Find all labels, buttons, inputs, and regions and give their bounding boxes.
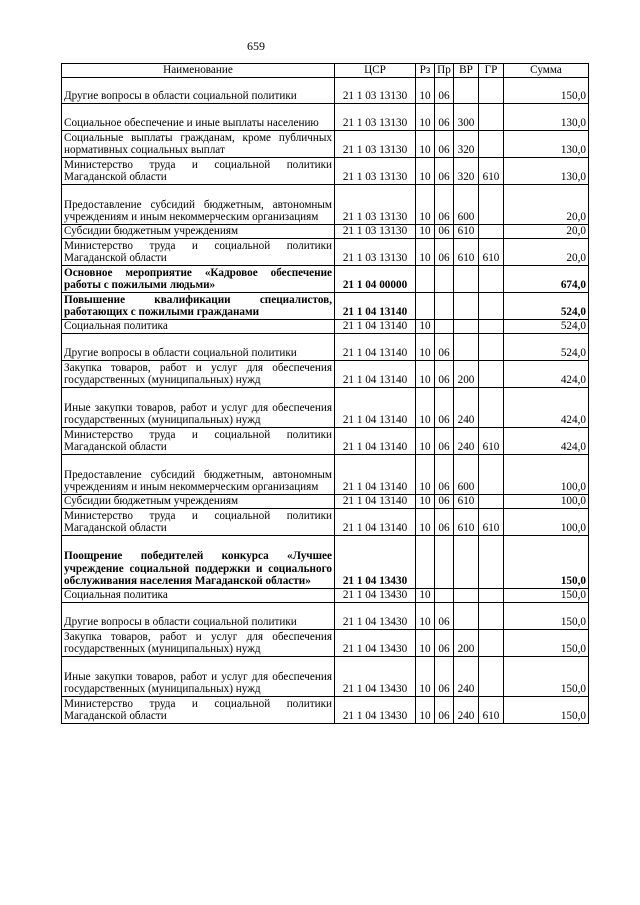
row-csr-cell: 21 1 04 13140 [335, 428, 416, 455]
row-rz-cell: 10 [416, 361, 435, 388]
row-rz-cell: 10 [416, 603, 435, 630]
row-sum-cell: 150,0 [504, 603, 589, 630]
row-rz-cell: 10 [416, 388, 435, 428]
row-sum-cell: 130,0 [504, 158, 589, 185]
row-sum-cell: 100,0 [504, 455, 589, 495]
row-sum-cell: 100,0 [504, 495, 589, 509]
row-pr-cell [435, 536, 454, 589]
row-rz-cell: 10 [416, 630, 435, 657]
row-csr-cell: 21 1 04 00000 [335, 266, 416, 293]
row-pr-cell: 06 [435, 657, 454, 697]
row-gr-cell [479, 657, 504, 697]
row-gr-cell [479, 320, 504, 334]
row-gr-cell: 610 [479, 428, 504, 455]
row-sum-cell: 20,0 [504, 225, 589, 239]
row-gr-cell [479, 225, 504, 239]
column-header-sum: Сумма [504, 64, 589, 78]
row-gr-cell [479, 455, 504, 495]
row-sum-cell: 524,0 [504, 293, 589, 320]
row-gr-cell [479, 495, 504, 509]
row-name-cell: Повышение квалификации специалистов, работающих с пожилыми гражданами [62, 293, 335, 320]
row-sum-cell: 524,0 [504, 334, 589, 361]
row-csr-cell: 21 1 04 13140 [335, 320, 416, 334]
row-sum-cell: 130,0 [504, 131, 589, 158]
row-csr-cell: 21 1 04 13140 [335, 455, 416, 495]
row-vr-cell: 240 [454, 388, 479, 428]
row-sum-cell: 150,0 [504, 657, 589, 697]
row-pr-cell: 06 [435, 239, 454, 266]
row-name-cell: Основное мероприятие «Кадровое обеспечение работы с пожилыми людьми» [62, 266, 335, 293]
row-name-cell: Субсидии бюджетным учреждениям [62, 225, 335, 239]
row-name-cell: Министерство труда и социальной политики Магаданской области [62, 239, 335, 266]
row-vr-cell: 240 [454, 697, 479, 724]
row-gr-cell [479, 603, 504, 630]
row-sum-cell: 150,0 [504, 589, 589, 603]
row-csr-cell: 21 1 03 13130 [335, 158, 416, 185]
row-rz-cell: 10 [416, 104, 435, 131]
row-sum-cell: 424,0 [504, 428, 589, 455]
column-header-pr: Пр [435, 64, 454, 78]
table-row [62, 78, 589, 104]
row-pr-cell: 06 [435, 697, 454, 724]
row-vr-cell: 320 [454, 158, 479, 185]
row-vr-cell [454, 293, 479, 320]
row-gr-cell [479, 293, 504, 320]
row-vr-cell [454, 589, 479, 603]
row-rz-cell: 10 [416, 697, 435, 724]
row-sum-cell: 100,0 [504, 509, 589, 536]
row-pr-cell [435, 589, 454, 603]
row-vr-cell [454, 266, 479, 293]
row-pr-cell: 06 [435, 495, 454, 509]
row-vr-cell [454, 334, 479, 361]
row-pr-cell: 06 [435, 185, 454, 225]
row-name-cell: Иные закупки товаров, работ и услуг для обеспечения государственных (муниципальных) нужд [62, 388, 335, 428]
row-pr-cell: 06 [435, 509, 454, 536]
row-vr-cell: 600 [454, 185, 479, 225]
table-row [62, 455, 589, 495]
row-vr-cell: 610 [454, 509, 479, 536]
table-row [62, 185, 589, 225]
row-name-cell: Министерство труда и социальной политики Магаданской области [62, 428, 335, 455]
row-csr-cell: 21 1 04 13140 [335, 361, 416, 388]
table-row [62, 589, 589, 603]
column-header-name: Наименование [62, 64, 335, 78]
row-rz-cell: 10 [416, 78, 435, 104]
row-vr-cell: 610 [454, 225, 479, 239]
row-csr-cell: 21 1 04 13140 [335, 293, 416, 320]
column-header-gr: ГР [479, 64, 504, 78]
row-name-cell: Социальные выплаты гражданам, кроме публичных нормативных социальных выплат [62, 131, 335, 158]
table-row [62, 334, 589, 361]
row-vr-cell: 610 [454, 495, 479, 509]
column-header-vr: ВР [454, 64, 479, 78]
row-gr-cell [479, 536, 504, 589]
row-gr-cell [479, 266, 504, 293]
row-csr-cell: 21 1 04 13140 [335, 334, 416, 361]
row-pr-cell: 06 [435, 455, 454, 495]
row-gr-cell: 610 [479, 158, 504, 185]
row-rz-cell: 10 [416, 657, 435, 697]
table-row [62, 158, 589, 185]
row-vr-cell: 200 [454, 361, 479, 388]
row-csr-cell: 21 1 04 13140 [335, 509, 416, 536]
row-vr-cell: 240 [454, 657, 479, 697]
table-row [62, 225, 589, 239]
row-sum-cell: 524,0 [504, 320, 589, 334]
table-row [62, 239, 589, 266]
table-row [62, 697, 589, 724]
row-gr-cell: 610 [479, 239, 504, 266]
table-body [62, 78, 589, 724]
row-csr-cell: 21 1 03 13130 [335, 78, 416, 104]
row-pr-cell: 06 [435, 388, 454, 428]
row-gr-cell [479, 388, 504, 428]
row-name-cell: Другие вопросы в области социальной политики [62, 603, 335, 630]
row-name-cell: Иные закупки товаров, работ и услуг для обеспечения государственных (муниципальных) нужд [62, 657, 335, 697]
row-sum-cell: 150,0 [504, 630, 589, 657]
table-row [62, 509, 589, 536]
table-row [62, 630, 589, 657]
row-rz-cell: 10 [416, 239, 435, 266]
row-rz-cell: 10 [416, 428, 435, 455]
table-row [62, 603, 589, 630]
row-name-cell: Социальное обеспечение и иные выплаты населению [62, 104, 335, 131]
row-rz-cell: 10 [416, 131, 435, 158]
row-vr-cell: 240 [454, 428, 479, 455]
table-row [62, 495, 589, 509]
row-csr-cell: 21 1 04 13430 [335, 657, 416, 697]
row-gr-cell [479, 185, 504, 225]
row-csr-cell: 21 1 04 13430 [335, 630, 416, 657]
row-pr-cell: 06 [435, 78, 454, 104]
budget-table [61, 63, 589, 724]
row-name-cell: Закупка товаров, работ и услуг для обеспечения государственных (муниципальных) нужд [62, 630, 335, 657]
row-vr-cell [454, 536, 479, 589]
row-gr-cell [479, 334, 504, 361]
row-name-cell: Другие вопросы в области социальной политики [62, 334, 335, 361]
row-pr-cell [435, 266, 454, 293]
row-vr-cell: 610 [454, 239, 479, 266]
row-pr-cell [435, 293, 454, 320]
row-vr-cell [454, 320, 479, 334]
row-name-cell: Другие вопросы в области социальной политики [62, 78, 335, 104]
row-rz-cell: 10 [416, 185, 435, 225]
row-sum-cell: 150,0 [504, 536, 589, 589]
row-csr-cell: 21 1 03 13130 [335, 104, 416, 131]
row-name-cell: Социальная политика [62, 320, 335, 334]
row-sum-cell: 20,0 [504, 185, 589, 225]
row-vr-cell: 200 [454, 630, 479, 657]
row-pr-cell: 06 [435, 630, 454, 657]
table-row [62, 266, 589, 293]
row-rz-cell: 10 [416, 225, 435, 239]
row-sum-cell: 150,0 [504, 78, 589, 104]
row-name-cell: Предоставление субсидий бюджетным, автономным учреждениям и иным некоммерческим организациям [62, 455, 335, 495]
row-gr-cell [479, 78, 504, 104]
row-gr-cell [479, 131, 504, 158]
row-gr-cell: 610 [479, 697, 504, 724]
row-csr-cell: 21 1 04 13140 [335, 495, 416, 509]
row-rz-cell: 10 [416, 509, 435, 536]
row-rz-cell [416, 536, 435, 589]
row-vr-cell: 600 [454, 455, 479, 495]
row-csr-cell: 21 1 03 13130 [335, 239, 416, 266]
row-pr-cell [435, 320, 454, 334]
table-row [62, 536, 589, 589]
row-pr-cell: 06 [435, 131, 454, 158]
row-pr-cell: 06 [435, 603, 454, 630]
table-header-row [62, 64, 589, 78]
row-sum-cell: 424,0 [504, 388, 589, 428]
row-sum-cell: 424,0 [504, 361, 589, 388]
row-sum-cell: 20,0 [504, 239, 589, 266]
row-pr-cell: 06 [435, 104, 454, 131]
row-rz-cell [416, 293, 435, 320]
row-gr-cell [479, 630, 504, 657]
row-pr-cell: 06 [435, 225, 454, 239]
row-csr-cell: 21 1 04 13430 [335, 697, 416, 724]
table-row [62, 131, 589, 158]
table-row [62, 388, 589, 428]
column-header-rz: Рз [416, 64, 435, 78]
row-name-cell: Поощрение победителей конкурса «Лучшее учреждение социальной поддержки и социального обслуживания населения Магаданской области» [62, 536, 335, 589]
row-name-cell: Социальная политика [62, 589, 335, 603]
row-pr-cell: 06 [435, 334, 454, 361]
table-row [62, 320, 589, 334]
row-rz-cell: 10 [416, 455, 435, 495]
column-header-csr: ЦСР [335, 64, 416, 78]
row-pr-cell: 06 [435, 158, 454, 185]
row-gr-cell [479, 361, 504, 388]
row-pr-cell: 06 [435, 428, 454, 455]
row-sum-cell: 150,0 [504, 697, 589, 724]
row-rz-cell: 10 [416, 495, 435, 509]
row-rz-cell [416, 266, 435, 293]
row-name-cell: Закупка товаров, работ и услуг для обеспечения государственных (муниципальных) нужд [62, 361, 335, 388]
row-name-cell: Министерство труда и социальной политики Магаданской области [62, 509, 335, 536]
row-csr-cell: 21 1 03 13130 [335, 131, 416, 158]
row-gr-cell [479, 104, 504, 131]
row-rz-cell: 10 [416, 320, 435, 334]
row-vr-cell [454, 603, 479, 630]
page-number: 659 [247, 39, 265, 53]
row-rz-cell: 10 [416, 589, 435, 603]
row-vr-cell [454, 78, 479, 104]
table-row [62, 428, 589, 455]
row-csr-cell: 21 1 04 13140 [335, 388, 416, 428]
row-name-cell: Предоставление субсидий бюджетным, автономным учреждениям и иным некоммерческим организациям [62, 185, 335, 225]
row-gr-cell: 610 [479, 509, 504, 536]
row-vr-cell: 300 [454, 104, 479, 131]
row-name-cell: Министерство труда и социальной политики Магаданской области [62, 697, 335, 724]
table-row [62, 657, 589, 697]
row-rz-cell: 10 [416, 334, 435, 361]
row-vr-cell: 320 [454, 131, 479, 158]
row-name-cell: Субсидии бюджетным учреждениям [62, 495, 335, 509]
row-pr-cell: 06 [435, 361, 454, 388]
table-row [62, 104, 589, 131]
row-csr-cell: 21 1 04 13430 [335, 536, 416, 589]
row-csr-cell: 21 1 03 13130 [335, 185, 416, 225]
row-name-cell: Министерство труда и социальной политики Магаданской области [62, 158, 335, 185]
row-csr-cell: 21 1 04 13430 [335, 589, 416, 603]
row-sum-cell: 130,0 [504, 104, 589, 131]
table-row [62, 293, 589, 320]
row-gr-cell [479, 589, 504, 603]
row-csr-cell: 21 1 04 13430 [335, 603, 416, 630]
table-row [62, 361, 589, 388]
row-rz-cell: 10 [416, 158, 435, 185]
row-csr-cell: 21 1 03 13130 [335, 225, 416, 239]
row-sum-cell: 674,0 [504, 266, 589, 293]
